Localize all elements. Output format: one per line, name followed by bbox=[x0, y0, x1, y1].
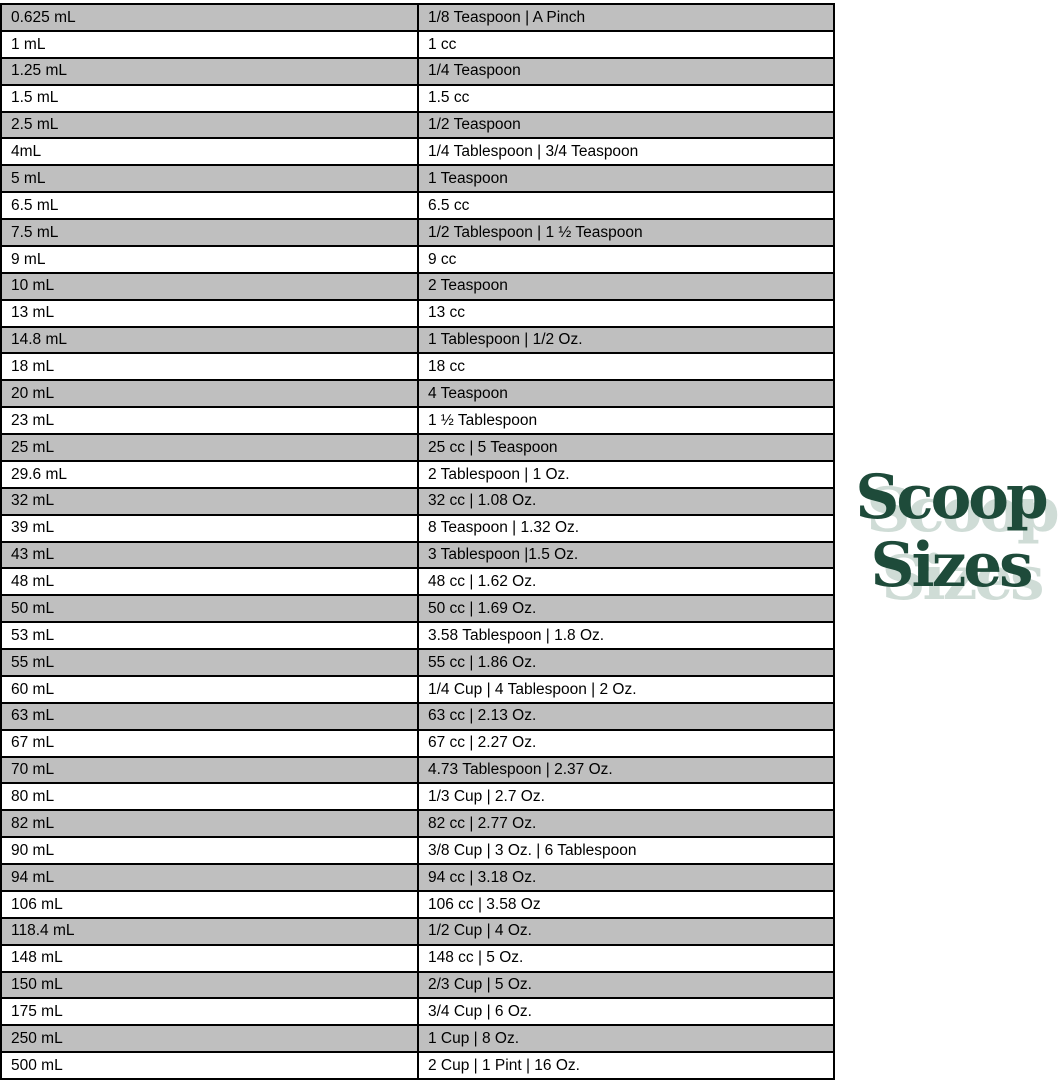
ml-cell: 6.5 mL bbox=[1, 192, 418, 219]
ml-cell: 23 mL bbox=[1, 407, 418, 434]
table-row bbox=[1, 515, 834, 542]
ml-cell: 1.25 mL bbox=[1, 58, 418, 85]
ml-cell: 5 mL bbox=[1, 165, 418, 192]
ml-cell: 94 mL bbox=[1, 864, 418, 891]
table-row bbox=[1, 407, 834, 434]
ml-cell: 90 mL bbox=[1, 837, 418, 864]
table-row bbox=[1, 488, 834, 515]
ml-cell: 148 mL bbox=[1, 945, 418, 972]
equivalent-cell: 32 cc | 1.08 Oz. bbox=[418, 488, 834, 515]
equivalent-cell: 3.58 Tablespoon | 1.8 Oz. bbox=[418, 622, 834, 649]
equivalent-cell: 1/2 Tablespoon | 1 ½ Teaspoon bbox=[418, 219, 834, 246]
equivalent-cell: 1/8 Teaspoon | A Pinch bbox=[418, 4, 834, 31]
ml-cell: 18 mL bbox=[1, 353, 418, 380]
equivalent-cell: 18 cc bbox=[418, 353, 834, 380]
ml-cell: 80 mL bbox=[1, 783, 418, 810]
ml-cell: 1.5 mL bbox=[1, 85, 418, 112]
table-row bbox=[1, 31, 834, 58]
ml-cell: 7.5 mL bbox=[1, 219, 418, 246]
table-row bbox=[1, 1025, 834, 1052]
ml-cell: 2.5 mL bbox=[1, 112, 418, 139]
equivalent-cell: 4.73 Tablespoon | 2.37 Oz. bbox=[418, 757, 834, 784]
ml-cell: 9 mL bbox=[1, 246, 418, 273]
equivalent-cell: 2/3 Cup | 5 Oz. bbox=[418, 972, 834, 999]
equivalent-cell: 55 cc | 1.86 Oz. bbox=[418, 649, 834, 676]
table-row bbox=[1, 676, 834, 703]
ml-cell: 55 mL bbox=[1, 649, 418, 676]
ml-cell: 48 mL bbox=[1, 568, 418, 595]
ml-cell: 67 mL bbox=[1, 730, 418, 757]
ml-cell: 39 mL bbox=[1, 515, 418, 542]
table-row bbox=[1, 703, 834, 730]
table-row bbox=[1, 165, 834, 192]
conversion-table bbox=[0, 3, 833, 1080]
equivalent-cell: 94 cc | 3.18 Oz. bbox=[418, 864, 834, 891]
table-row bbox=[1, 891, 834, 918]
ml-cell: 250 mL bbox=[1, 1025, 418, 1052]
equivalent-cell: 25 cc | 5 Teaspoon bbox=[418, 434, 834, 461]
table-row bbox=[1, 434, 834, 461]
table-row bbox=[1, 380, 834, 407]
table-row bbox=[1, 972, 834, 999]
ml-cell: 70 mL bbox=[1, 757, 418, 784]
ml-cell: 500 mL bbox=[1, 1052, 418, 1079]
ml-cell: 13 mL bbox=[1, 300, 418, 327]
table-row bbox=[1, 837, 834, 864]
table-row bbox=[1, 998, 834, 1025]
equivalent-cell: 1 Cup | 8 Oz. bbox=[418, 1025, 834, 1052]
table-row bbox=[1, 918, 834, 945]
equivalent-cell: 1 cc bbox=[418, 31, 834, 58]
equivalent-cell: 67 cc | 2.27 Oz. bbox=[418, 730, 834, 757]
equivalent-cell: 1/4 Teaspoon bbox=[418, 58, 834, 85]
equivalent-cell: 3/4 Cup | 6 Oz. bbox=[418, 998, 834, 1025]
table-row bbox=[1, 219, 834, 246]
equivalent-cell: 48 cc | 1.62 Oz. bbox=[418, 568, 834, 595]
ml-cell: 32 mL bbox=[1, 488, 418, 515]
table-row bbox=[1, 757, 834, 784]
ml-cell: 150 mL bbox=[1, 972, 418, 999]
table-row bbox=[1, 783, 834, 810]
table-row bbox=[1, 300, 834, 327]
table-row bbox=[1, 246, 834, 273]
ml-cell: 14.8 mL bbox=[1, 327, 418, 354]
table-row bbox=[1, 112, 834, 139]
ml-cell: 63 mL bbox=[1, 703, 418, 730]
ml-cell: 50 mL bbox=[1, 595, 418, 622]
table-row bbox=[1, 542, 834, 569]
equivalent-cell: 2 Tablespoon | 1 Oz. bbox=[418, 461, 834, 488]
ml-cell: 60 mL bbox=[1, 676, 418, 703]
equivalent-cell: 2 Teaspoon bbox=[418, 273, 834, 300]
table-row bbox=[1, 4, 834, 31]
equivalent-cell: 8 Teaspoon | 1.32 Oz. bbox=[418, 515, 834, 542]
equivalent-cell: 148 cc | 5 Oz. bbox=[418, 945, 834, 972]
ml-cell: 106 mL bbox=[1, 891, 418, 918]
equivalent-cell: 13 cc bbox=[418, 300, 834, 327]
scoop-sizes-logo bbox=[838, 464, 1063, 601]
logo-line-2: Sizes bbox=[870, 530, 1031, 602]
table-row bbox=[1, 353, 834, 380]
ml-cell: 0.625 mL bbox=[1, 4, 418, 31]
equivalent-cell: 6.5 cc bbox=[418, 192, 834, 219]
logo-line-1: Scoop bbox=[855, 462, 1046, 533]
ml-cell: 10 mL bbox=[1, 273, 418, 300]
table-row bbox=[1, 595, 834, 622]
equivalent-cell: 1/4 Cup | 4 Tablespoon | 2 Oz. bbox=[418, 676, 834, 703]
equivalent-cell: 1/2 Cup | 4 Oz. bbox=[418, 918, 834, 945]
equivalent-cell: 3 Tablespoon |1.5 Oz. bbox=[418, 542, 834, 569]
equivalent-cell: 1/4 Tablespoon | 3/4 Teaspoon bbox=[418, 138, 834, 165]
ml-cell: 20 mL bbox=[1, 380, 418, 407]
table-row bbox=[1, 730, 834, 757]
equivalent-cell: 1 Tablespoon | 1/2 Oz. bbox=[418, 327, 834, 354]
ml-cell: 82 mL bbox=[1, 810, 418, 837]
equivalent-cell: 3/8 Cup | 3 Oz. | 6 Tablespoon bbox=[418, 837, 834, 864]
table-row bbox=[1, 192, 834, 219]
equivalent-cell: 106 cc | 3.58 Oz bbox=[418, 891, 834, 918]
table-row bbox=[1, 273, 834, 300]
equivalent-cell: 1/2 Teaspoon bbox=[418, 112, 834, 139]
table-row bbox=[1, 327, 834, 354]
table-row bbox=[1, 1052, 834, 1079]
table-row bbox=[1, 622, 834, 649]
ml-to-volume-table bbox=[0, 3, 835, 1080]
table-row bbox=[1, 945, 834, 972]
table-row bbox=[1, 649, 834, 676]
equivalent-cell: 50 cc | 1.69 Oz. bbox=[418, 595, 834, 622]
ml-cell: 25 mL bbox=[1, 434, 418, 461]
ml-cell: 1 mL bbox=[1, 31, 418, 58]
ml-cell: 118.4 mL bbox=[1, 918, 418, 945]
ml-cell: 43 mL bbox=[1, 542, 418, 569]
table-row bbox=[1, 138, 834, 165]
equivalent-cell: 9 cc bbox=[418, 246, 834, 273]
table-row bbox=[1, 461, 834, 488]
ml-cell: 4mL bbox=[1, 138, 418, 165]
equivalent-cell: 1/3 Cup | 2.7 Oz. bbox=[418, 783, 834, 810]
ml-cell: 175 mL bbox=[1, 998, 418, 1025]
equivalent-cell: 82 cc | 2.77 Oz. bbox=[418, 810, 834, 837]
equivalent-cell: 1 Teaspoon bbox=[418, 165, 834, 192]
table-row bbox=[1, 85, 834, 112]
equivalent-cell: 1.5 cc bbox=[418, 85, 834, 112]
equivalent-cell: 63 cc | 2.13 Oz. bbox=[418, 703, 834, 730]
table-row bbox=[1, 810, 834, 837]
table-row bbox=[1, 568, 834, 595]
equivalent-cell: 2 Cup | 1 Pint | 16 Oz. bbox=[418, 1052, 834, 1079]
ml-cell: 29.6 mL bbox=[1, 461, 418, 488]
equivalent-cell: 4 Teaspoon bbox=[418, 380, 834, 407]
equivalent-cell: 1 ½ Tablespoon bbox=[418, 407, 834, 434]
ml-cell: 53 mL bbox=[1, 622, 418, 649]
conversion-table-body bbox=[1, 4, 834, 1079]
table-row bbox=[1, 58, 834, 85]
table-row bbox=[1, 864, 834, 891]
